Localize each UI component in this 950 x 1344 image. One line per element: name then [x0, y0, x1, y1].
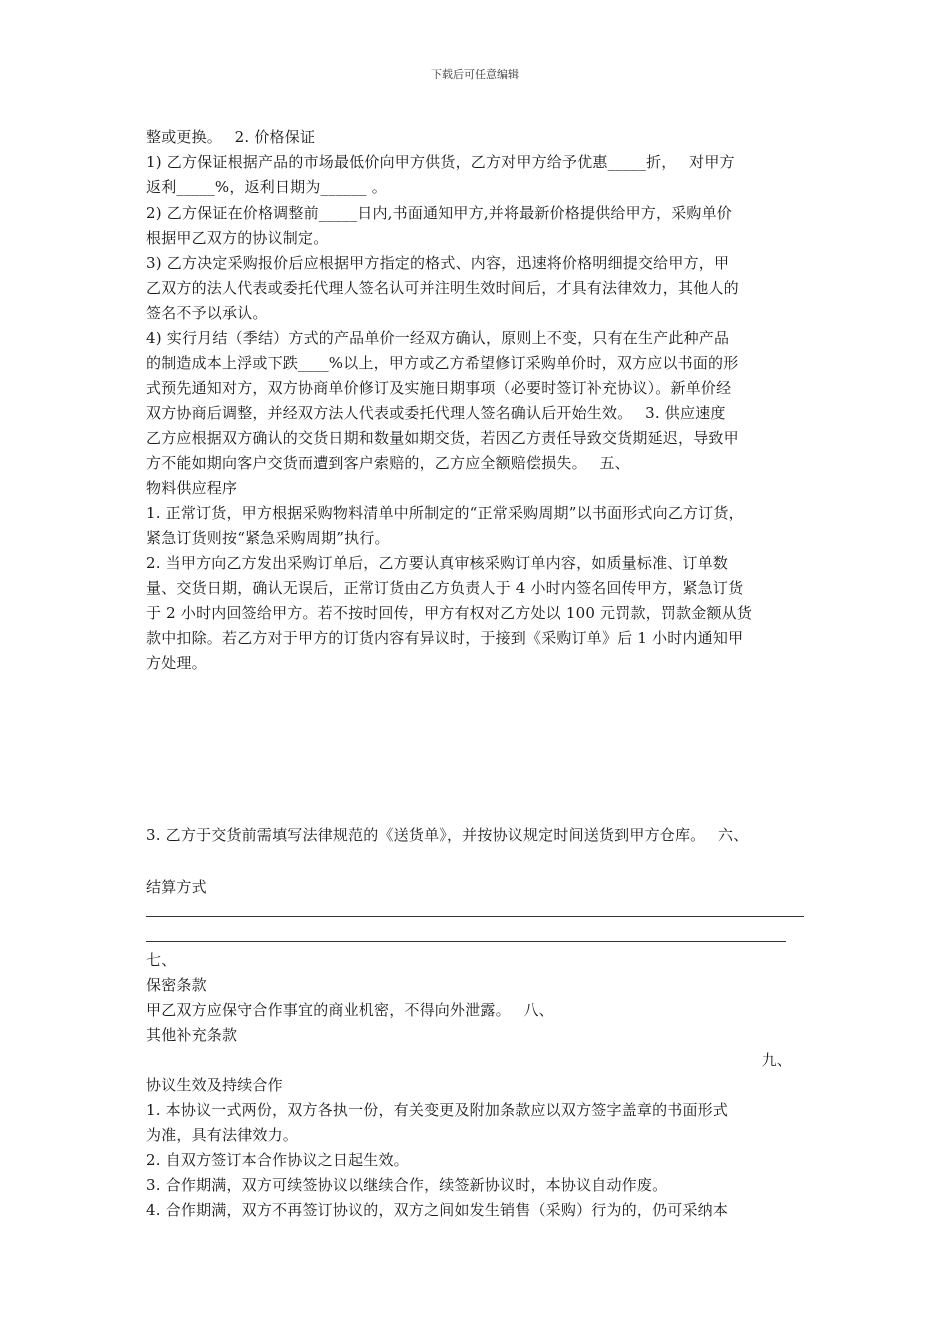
- section-heading: 保密条款: [146, 976, 207, 994]
- text-line: 乙双方的法人代表或委托代理人签名认可并注明生效时间后，才具有法律效力，其他人的: [146, 279, 739, 297]
- text-line: 双方协商后调整，并经双方法人代表或委托代理人签名确认后开始生效。 3. 供应速度: [146, 404, 726, 422]
- text-line: 量、交货日期，确认无误后，正常订货由乙方负责人于 4 小时内签名回传甲方，紧急订货: [146, 579, 744, 597]
- text-line: 3. 合作期满，双方可续签协议以继续合作，续签新协议时，本协议自动作废。: [146, 1176, 668, 1194]
- text-line: 款中扣除。若乙方对于甲方的订货内容有异议时，于接到《采购订单》后 1 小时内通知甲: [146, 629, 744, 647]
- text-line: 的制造成本上浮或下跌____%以上，甲方或乙方希望修订采购单价时，双方应以书面的形: [146, 354, 739, 372]
- section-heading: 协议生效及持续合作: [146, 1076, 283, 1094]
- text-line: 方不能如期向客户交货而遭到客户索赔的，乙方应全额赔偿损失。 五、: [146, 454, 630, 472]
- text-line: 为准，具有法律效力。: [146, 1126, 299, 1144]
- text-line: 整或更换。 2. 价格保证: [146, 128, 316, 146]
- section-heading: 结算方式: [146, 878, 207, 896]
- text-line: 2) 乙方保证在价格调整前_____日内,书面通知甲方,并将最新价格提供给甲方，采购单价: [146, 204, 733, 222]
- section-heading: 物料供应程序: [146, 479, 238, 497]
- text-line: 返利_____%，返利日期为______ 。: [146, 178, 387, 196]
- text-line: 4. 合作期满，双方不再签订协议的，双方之间如发生销售（采购）行为的，仍可采纳本: [146, 1201, 729, 1219]
- text-line: 签名不予以承认。: [146, 304, 268, 322]
- text-line: 3. 乙方于交货前需填写法律规范的《送货单》，并按协议规定时间送货到甲方仓库。 六、: [146, 826, 749, 844]
- text-line: 3) 乙方决定采购报价后应根据甲方指定的格式、内容，迅速将价格明细提交给甲方，甲: [146, 254, 730, 272]
- text-line: 1. 本协议一式两份，双方各执一份，有关变更及附加条款应以双方签字盖章的书面形式: [146, 1101, 729, 1119]
- text-line: 4) 实行月结（季结）方式的产品单价一经双方确认，原则上不变，只有在生产此种产品: [146, 329, 730, 347]
- page-header-note: 下载后可任意编辑: [431, 68, 519, 81]
- text-line: 根据甲乙双方的协议制定。: [146, 229, 329, 247]
- text-line: 2. 当甲方向乙方发出采购订单后，乙方要认真审核采购订单内容，如质量标准、订单数: [146, 554, 729, 572]
- section-number: 七、: [146, 951, 177, 969]
- section-number: 九、: [761, 1051, 792, 1069]
- text-line: 式预先通知对方，双方协商单价修订及实施日期事项（必要时签订补充协议）。新单价经: [146, 379, 732, 397]
- section-heading: 其他补充条款: [146, 1026, 238, 1044]
- text-line: 乙方应根据双方确认的交货日期和数量如期交货，若因乙方责任导致交货期延迟，导致甲: [146, 429, 739, 447]
- text-line: 于 2 小时内回签给甲方。若不按时回传，甲方有权对乙方处以 100 元罚款，罚款金额从货: [146, 604, 753, 622]
- text-line: 紧急订货则按“紧急采购周期”执行。: [146, 529, 390, 547]
- blank-fill-line: [146, 916, 804, 917]
- text-line: 方处理。: [146, 654, 207, 672]
- text-line: 2. 自双方签订本合作协议之日起生效。: [146, 1151, 409, 1169]
- blank-fill-line: [146, 941, 786, 942]
- text-line: 1. 正常订货，甲方根据采购物料清单中所制定的“正常采购周期”以书面形式向乙方订货，: [146, 504, 744, 522]
- text-line: 1) 乙方保证根据产品的市场最低价向甲方供货，乙方对甲方给予优惠_____折， 对甲方: [146, 153, 735, 171]
- text-line: 甲乙双方应保守合作事宜的商业机密，不得向外泄露。 八、: [146, 1001, 554, 1019]
